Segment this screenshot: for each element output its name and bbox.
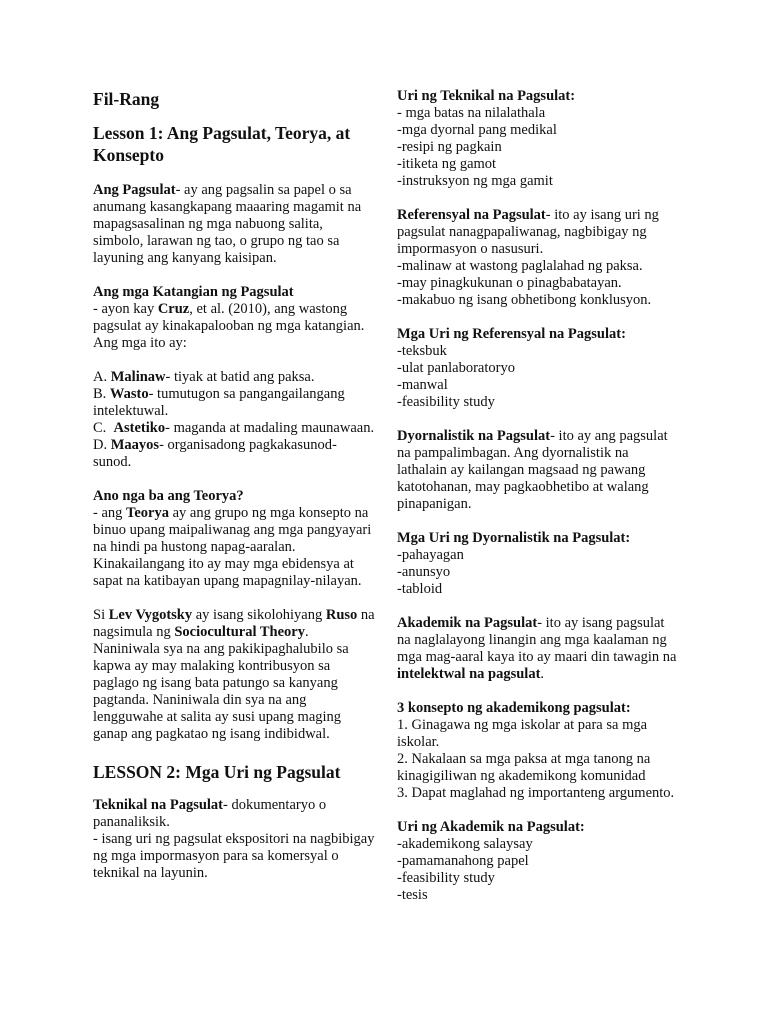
list-item: -makabuo ng isang obhetibong konklusyon.	[397, 292, 652, 308]
right-column	[397, 88, 679, 904]
uri-dyornalistik-heading: Mga Uri ng Dyornalistik na Pagsulat:	[397, 530, 631, 546]
list-item: -ulat panlaboratoryo	[397, 360, 515, 376]
katangian-text: - tiyak at batid ang paksa.	[165, 369, 315, 385]
list-item: -pahayagan	[397, 547, 464, 563]
referensyal-list	[397, 258, 679, 309]
katangian-term: Malinaw	[110, 369, 166, 385]
list-item: 3. Dapat maglahad ng importanteng argumento.	[397, 785, 675, 801]
katangian-intro	[93, 301, 375, 352]
katangian-marker: C.	[93, 420, 114, 436]
katangian-marker: D.	[93, 437, 111, 453]
teorya-pre: - ang	[93, 505, 127, 521]
list-item: -anunsyo	[397, 564, 451, 580]
katangian-item	[93, 420, 375, 437]
pagsulat-definition	[93, 182, 375, 267]
list-item: -teksbuk	[397, 343, 447, 359]
left-column	[93, 88, 375, 882]
vygotsky-post: . Naniniwala sya na ang pakikipaghalubilo sa kapwa ay may malaking kontribusyon sa paglago ng isang bata patungo sa kanyang pagtanda. Naniniwala din sya na ang lengguwahe at salita ay susi upang maging ganap ang pagkatao ng isang indibidwal.	[93, 624, 349, 742]
katangian-text: - maganda at madaling maunawaan.	[165, 420, 375, 436]
akademik-def-text: - ito ay isang pagsulat na naglalayong linangin ang mga kaalaman ng mga mag-aaral kaya ito ay maari din tawagin na	[397, 615, 677, 665]
list-item: 1. Ginagawa ng mga iskolar at para sa mga iskolar.	[397, 717, 648, 750]
ruso-term: Ruso	[325, 607, 358, 623]
vygotsky-name: Lev Vygotsky	[108, 607, 193, 623]
katangian-text: - tumutugon sa pangangailangang intelektuwal.	[93, 386, 345, 419]
teknikal-definition	[93, 797, 375, 831]
dyornalistik-definition	[397, 428, 679, 513]
katangian-term: Wasto	[109, 386, 149, 402]
konsepto-list	[397, 717, 679, 802]
referensyal-definition	[397, 207, 679, 258]
list-item: -tabloid	[397, 581, 443, 597]
dyornalistik-def-text: - ito ay ang pagsulat na pampalimbagan. Ang dyornalistik na lathalain ay kailangan magsaad ng pawang katotohanan, may pagkaobhetibo at walang pinapanigan.	[397, 428, 668, 512]
sociocultural-theory-term: Sociocultural Theory	[174, 624, 305, 640]
referensyal-term: Referensyal na Pagsulat	[397, 207, 546, 223]
uri-teknikal-heading: Uri ng Teknikal na Pagsulat:	[397, 88, 576, 104]
list-item: -instruksyon ng mga gamit	[397, 173, 553, 189]
list-item: -tesis	[397, 887, 428, 903]
cruz-name: Cruz	[157, 301, 190, 317]
katangian-post: , et al. (2010), ang wastong pagsulat ay kinakapalooban ng mga katangian. Ang mga ito ay:	[93, 301, 365, 351]
intelektwal-term: intelektwal na pagsulat	[397, 666, 541, 682]
katangian-item	[93, 369, 375, 386]
list-item: -malinaw at wastong paglalahad ng paksa.	[397, 258, 643, 274]
list-item: -resipi ng pagkain	[397, 139, 502, 155]
list-item: 2. Nakalaan sa mga paksa at mga tanong na kinagigiliwan ng akademikong komunidad	[397, 751, 651, 784]
teorya-definition	[93, 505, 375, 590]
list-item: -feasibility study	[397, 870, 495, 886]
akademik-definition	[397, 615, 679, 683]
list-item: -pamamanahong papel	[397, 853, 529, 869]
teorya-heading: Ano nga ba ang Teorya?	[93, 488, 244, 504]
pagsulat-def-text: - ay ang pagsalin sa papel o sa anumang kasangkapang maaaring magamit na mapagsasalinan ng mga nabuong salita, simbolo, larawan ng tao, o grupo ng tao sa layuning ang kanyang kaisipan.	[93, 182, 362, 266]
list-item: - mga batas na nilalathala	[397, 105, 546, 121]
uri-akademik-list	[397, 836, 679, 904]
vygotsky-paragraph	[93, 607, 375, 743]
vygotsky-mid: ay isang sikolohiyang	[192, 607, 326, 623]
vygotsky-mid2: na nagsimula ng	[93, 607, 375, 640]
uri-teknikal-list	[397, 105, 679, 190]
konsepto-heading: 3 konsepto ng akademikong pagsulat:	[397, 700, 631, 716]
katangian-term: Maayos	[110, 437, 160, 453]
akademik-term: Akademik na Pagsulat	[397, 615, 538, 631]
uri-referensyal-heading: Mga Uri ng Referensyal na Pagsulat:	[397, 326, 626, 342]
lesson2-title: LESSON 2: Mga Uri ng Pagsulat	[93, 762, 341, 782]
referensyal-def-text: - ito ay isang uri ng pagsulat nanagpapaliwanag, nagbibigay ng impormasyon o nasusuri.	[397, 207, 659, 257]
katangian-heading: Ang mga Katangian ng Pagsulat	[93, 284, 294, 300]
list-item: -itiketa ng gamot	[397, 156, 497, 172]
katangian-list	[93, 369, 375, 471]
katangian-term: Astetiko	[113, 420, 166, 436]
uri-referensyal-list	[397, 343, 679, 411]
dyornalistik-term: Dyornalistik na Pagsulat	[397, 428, 551, 444]
katangian-text: - organisadong pagkakasunod-sunod.	[93, 437, 337, 470]
document-title: Fil-Rang	[93, 89, 160, 109]
akademik-end: .	[540, 666, 545, 682]
vygotsky-pre: Si	[93, 607, 109, 623]
teknikal-term: Teknikal na Pagsulat	[93, 797, 224, 813]
list-item: -feasibility study	[397, 394, 495, 410]
pagsulat-term: Ang Pagsulat	[93, 182, 176, 198]
teorya-post: ay ang grupo ng mga konsepto na binuo upang maipaliwanag ang mga pangyayari na hindi pa hustong napag-aaralan. Kinakailangang ito ay may mga ebidensya at sapat na katibayan upang mapagnilay-nilayan.	[93, 505, 372, 589]
katangian-marker: A.	[93, 369, 111, 385]
teorya-term: Teorya	[126, 505, 169, 521]
teknikal-def-text: - dokumentaryo o pananaliksik.	[93, 797, 327, 830]
katangian-item	[93, 437, 375, 471]
list-item: -mga dyornal pang medikal	[397, 122, 557, 138]
katangian-marker: B.	[93, 386, 110, 402]
list-item: -may pinagkukunan o pinagbabatayan.	[397, 275, 622, 291]
teknikal-description: - isang uri ng pagsulat ekspositori na nagbibigay ng mga impormasyon para sa komersyal o teknikal na layunin.	[93, 831, 375, 881]
katangian-item	[93, 386, 375, 420]
list-item: -akademikong salaysay	[397, 836, 533, 852]
list-item: -manwal	[397, 377, 448, 393]
uri-akademik-heading: Uri ng Akademik na Pagsulat:	[397, 819, 585, 835]
uri-dyornalistik-list	[397, 547, 679, 598]
lesson1-title: Lesson 1: Ang Pagsulat, Teorya, at Konsepto	[93, 123, 351, 165]
katangian-pre: - ayon kay	[93, 301, 158, 317]
